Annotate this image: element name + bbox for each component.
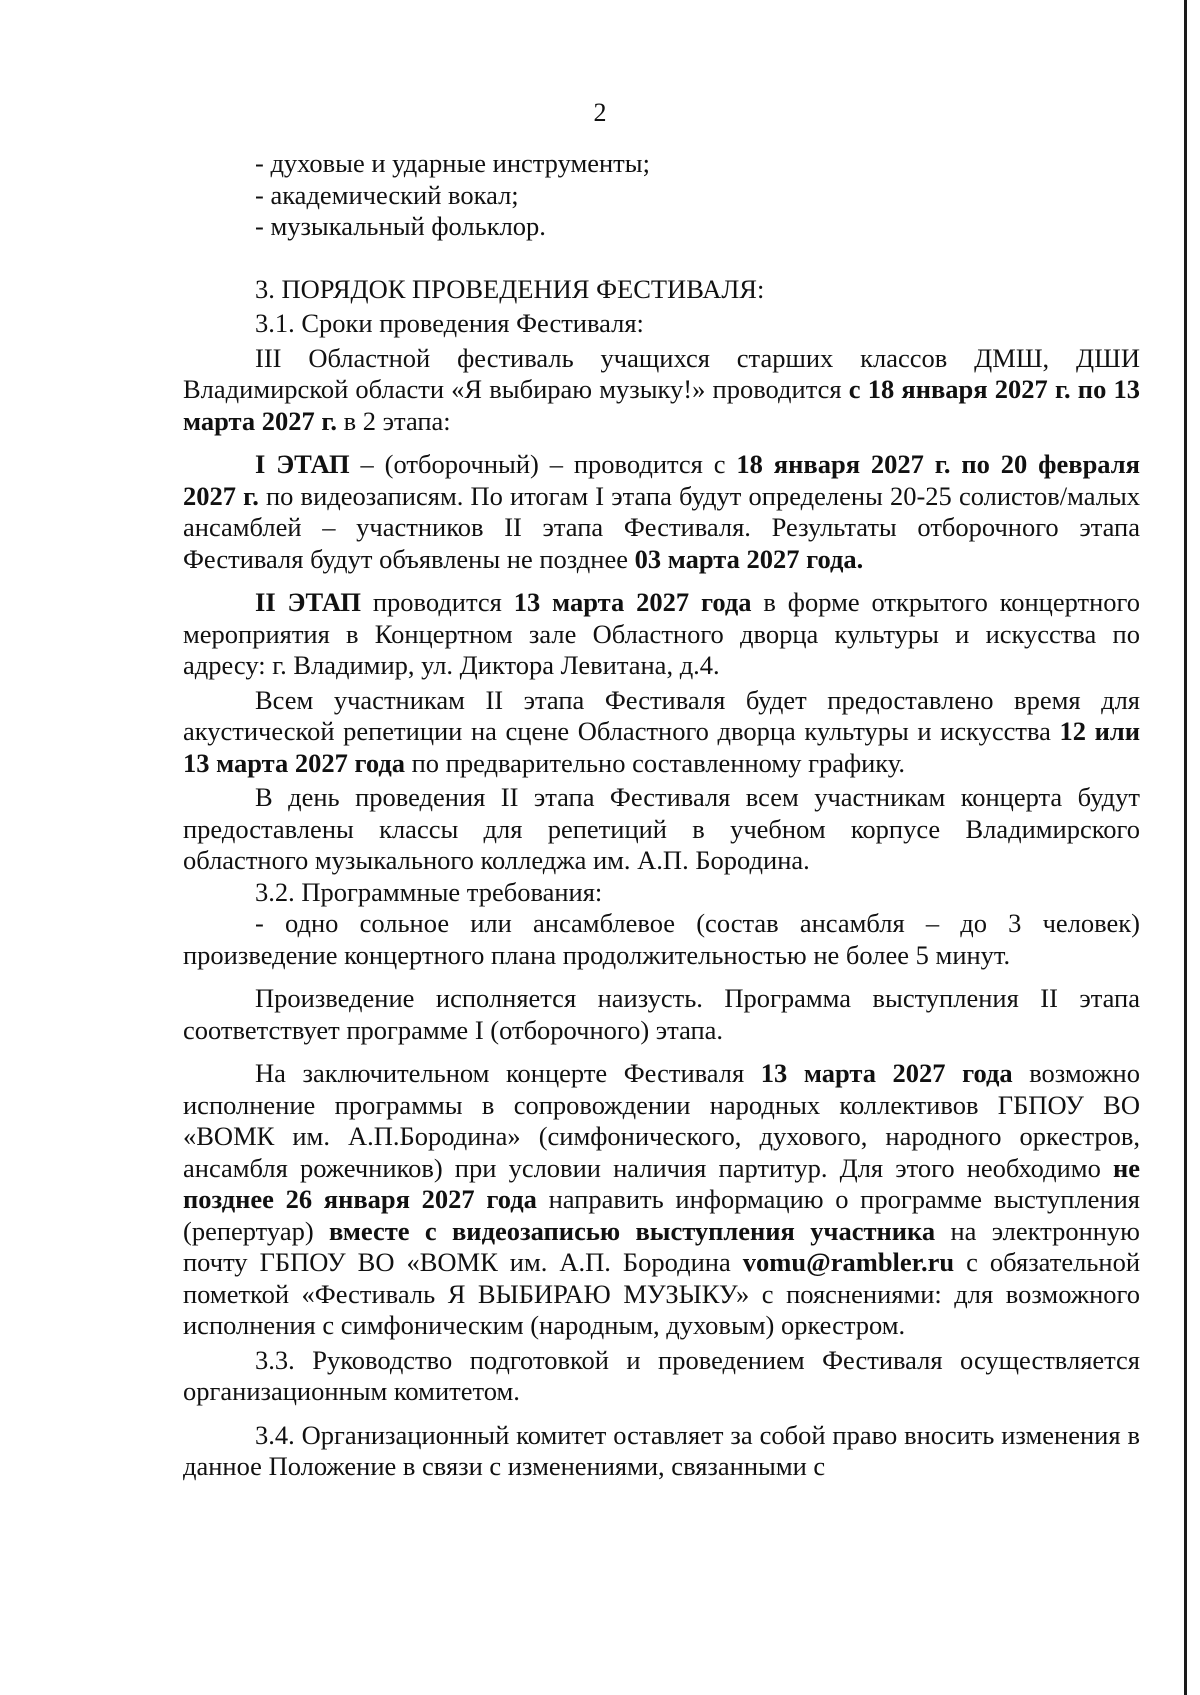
list-item-winds: - духовые и ударные инструменты; [255, 148, 650, 178]
bold-text: с 18 января 2027 г. по 13 марта 2027 г. [183, 374, 1140, 436]
bold-text: 18 января 2027 г. по 20 февраля 2027 г. [183, 449, 1140, 511]
text: по видеозаписям. По итогам I этапа будут определены 20-25 солистов/малых ансамблей – участников II этапа Фестиваля. Результаты отборочного этапа Фестиваля будут объявлены не позднее [183, 480, 1140, 574]
bold-text: 12 или 13 марта 2027 года [183, 716, 1140, 778]
paragraph-rehearsal [183, 685, 1140, 780]
paragraph-final-concert [183, 1058, 1140, 1342]
bold-text: 13 марта 2027 года [513, 587, 752, 617]
bold-text: вместе с видеозаписью выступления участника [329, 1215, 936, 1246]
text: на электронную почту ГБПОУ ВО «ВОМК им. А.П. Бородина [183, 1215, 1140, 1277]
bold-text: 13 марта 2027 года [760, 1058, 1013, 1088]
text: в 2 этапа: [337, 405, 451, 436]
paragraph-program-requirement: - одно сольное или ансамблевое (состав ансамбля – до 3 человек) произведение концертного плана продолжительностью не более 5 минут. [183, 908, 1140, 970]
page-edge-line [1184, 0, 1187, 1695]
bold-text: I ЭТАП [255, 449, 350, 479]
paragraph-stage-1 [183, 449, 1140, 575]
paragraph-festival-dates [183, 343, 1140, 438]
text: проводится [360, 587, 514, 617]
text: по предварительно составленному графику. [405, 747, 906, 778]
paragraph-3-3: 3.3. Руководство подготовкой и проведением Фестиваля осуществляется организационным комитетом. [183, 1344, 1140, 1406]
paragraph-memorized: Произведение исполняется наизусть. Программа выступления II этапа соответствует программе I (отборочного) этапа. [183, 983, 1140, 1045]
subsection-3-2-heading: 3.2. Программные требования: [255, 876, 603, 907]
page-number: 2 [593, 98, 607, 127]
paragraph-stage-2 [183, 587, 1140, 682]
text: возможно исполнение программы в сопровождении народных коллективов ГБПОУ ВО «ВОМК им. А.П.Бородина» (симфонического, духового, народного оркестров, ансамбля рожечников) при условии наличия партитур. Для этого необходимо [183, 1058, 1140, 1183]
text: с обязательной пометкой «Фестиваль Я ВЫБИРАЮ МУЗЫКУ» с пояснениями: для возможного исполнения с симфоническим (народным, духовым) оркестром. [183, 1247, 1140, 1340]
text: На заключительном концерте Фестиваля [255, 1058, 761, 1088]
subsection-3-1-heading: 3.1. Сроки проведения Фестиваля: [255, 308, 644, 338]
section-3-heading: 3. ПОРЯДОК ПРОВЕДЕНИЯ ФЕСТИВАЛЯ: [255, 273, 765, 304]
bold-text: 03 марта 2027 года. [634, 543, 864, 574]
text: Всем участникам II этапа Фестиваля будет предоставлено время для акустической репетиции на сцене Областного дворца культуры и искусства [183, 684, 1140, 746]
paragraph-3-4: 3.4. Организационный комитет оставляет за собой право вносить изменения в данное Положение в связи с изменениями, связанными с [183, 1419, 1140, 1481]
paragraph-classes: В день проведения II этапа Фестиваля всем участникам концерта будут предоставлены классы для репетиций в учебном корпусе Владимирского областного музыкального колледжа им. А.П. Бородина. [183, 782, 1140, 875]
text: III Областной фестиваль учащихся старших классов ДМШ, ДШИ Владимирской области «Я выбираю музыку!» проводится [183, 342, 1140, 404]
text: в форме открытого концертного мероприятия в Концертном зале Областного дворца культуры и искусства по адресу: г. Владимир, ул. Диктора Левитана, д.4. [183, 587, 1140, 680]
bold-text: II ЭТАП [255, 587, 361, 617]
list-item-vocal: - академический вокал; [255, 179, 519, 210]
text: направить информацию о программе выступления (репертуар) [183, 1184, 1140, 1246]
text: – (отборочный) – проводится с [349, 449, 737, 479]
list-item-folklore: - музыкальный фольклор. [255, 211, 546, 241]
document-body [183, 148, 1140, 1483]
email-address: vomu@rambler.ru [742, 1247, 955, 1277]
bold-text: не позднее 26 января 2027 года [183, 1152, 1140, 1214]
